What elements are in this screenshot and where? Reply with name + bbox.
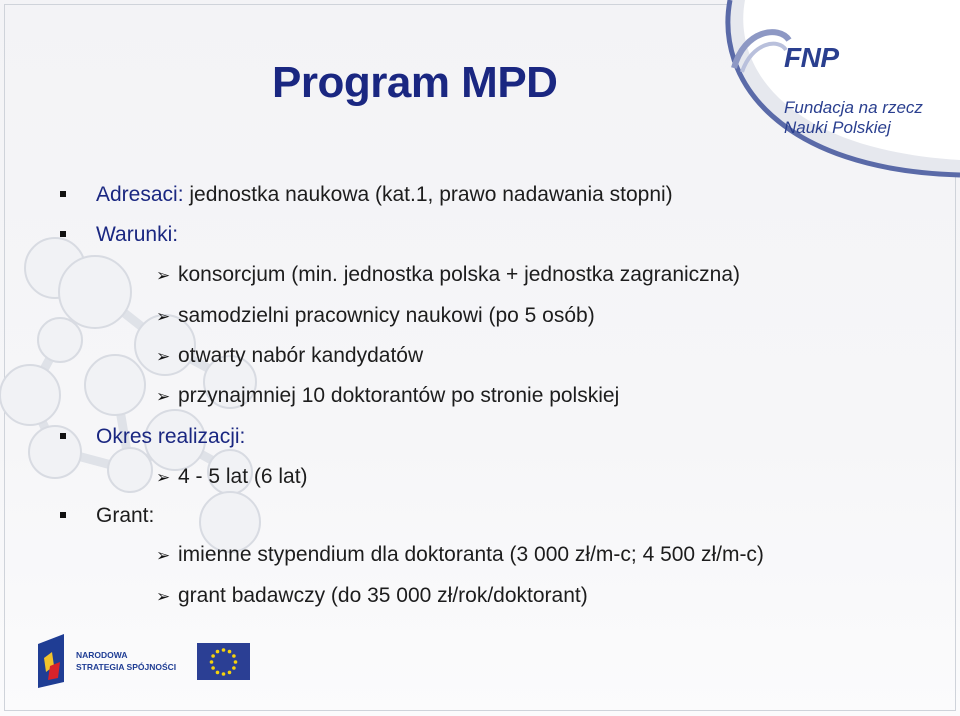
logo-name-line2: Nauki Polskiej bbox=[784, 118, 891, 137]
arrow-bullet-icon: ➢ bbox=[156, 546, 171, 565]
nss-line1: NARODOWA bbox=[76, 650, 128, 660]
square-bullet-icon bbox=[60, 433, 66, 439]
arrow-bullet-icon: ➢ bbox=[156, 587, 171, 606]
logo-name bbox=[784, 98, 923, 138]
square-bullet-icon bbox=[60, 231, 66, 237]
nss-logo bbox=[36, 632, 176, 692]
item-text: przynajmniej 10 doktorantów po stronie polskiej bbox=[178, 384, 620, 407]
square-bullet-icon bbox=[60, 512, 66, 518]
logo-abbr: FNP bbox=[784, 42, 839, 73]
eu-flag-icon bbox=[197, 643, 250, 680]
item-text: otwarty nabór kandydatów bbox=[178, 344, 424, 367]
nss-line2: STRATEGIA SPÓJNOŚCI bbox=[76, 662, 176, 672]
arrow-bullet-icon: ➢ bbox=[156, 266, 171, 285]
item-label: Grant: bbox=[96, 504, 155, 527]
square-bullet-icon bbox=[60, 191, 66, 197]
item-label: Okres realizacji: bbox=[96, 425, 246, 448]
item-label: Adresaci: bbox=[96, 183, 184, 206]
item-text: imienne stypendium dla doktoranta (3 000 zł/m-c; 4 500 zł/m-c) bbox=[178, 543, 764, 566]
arrow-bullet-icon: ➢ bbox=[156, 307, 171, 326]
arrow-bullet-icon: ➢ bbox=[156, 468, 171, 487]
item-text: jednostka naukowa (kat.1, prawo nadawania stopni) bbox=[183, 183, 673, 206]
item-text: samodzielni pracownicy naukowi (po 5 osób) bbox=[178, 304, 595, 327]
item-text: 4 - 5 lat (6 lat) bbox=[178, 465, 308, 488]
item-label: Warunki: bbox=[96, 223, 179, 246]
arrow-bullet-icon: ➢ bbox=[156, 347, 171, 366]
item-text: grant badawczy (do 35 000 zł/rok/doktorant) bbox=[178, 584, 588, 607]
logo-name-line1: Fundacja na rzecz bbox=[784, 98, 923, 117]
arrow-bullet-icon: ➢ bbox=[156, 387, 171, 406]
item-text: konsorcjum (min. jednostka polska + jednostka zagraniczna) bbox=[178, 263, 741, 286]
page-title: Program MPD bbox=[272, 58, 558, 107]
